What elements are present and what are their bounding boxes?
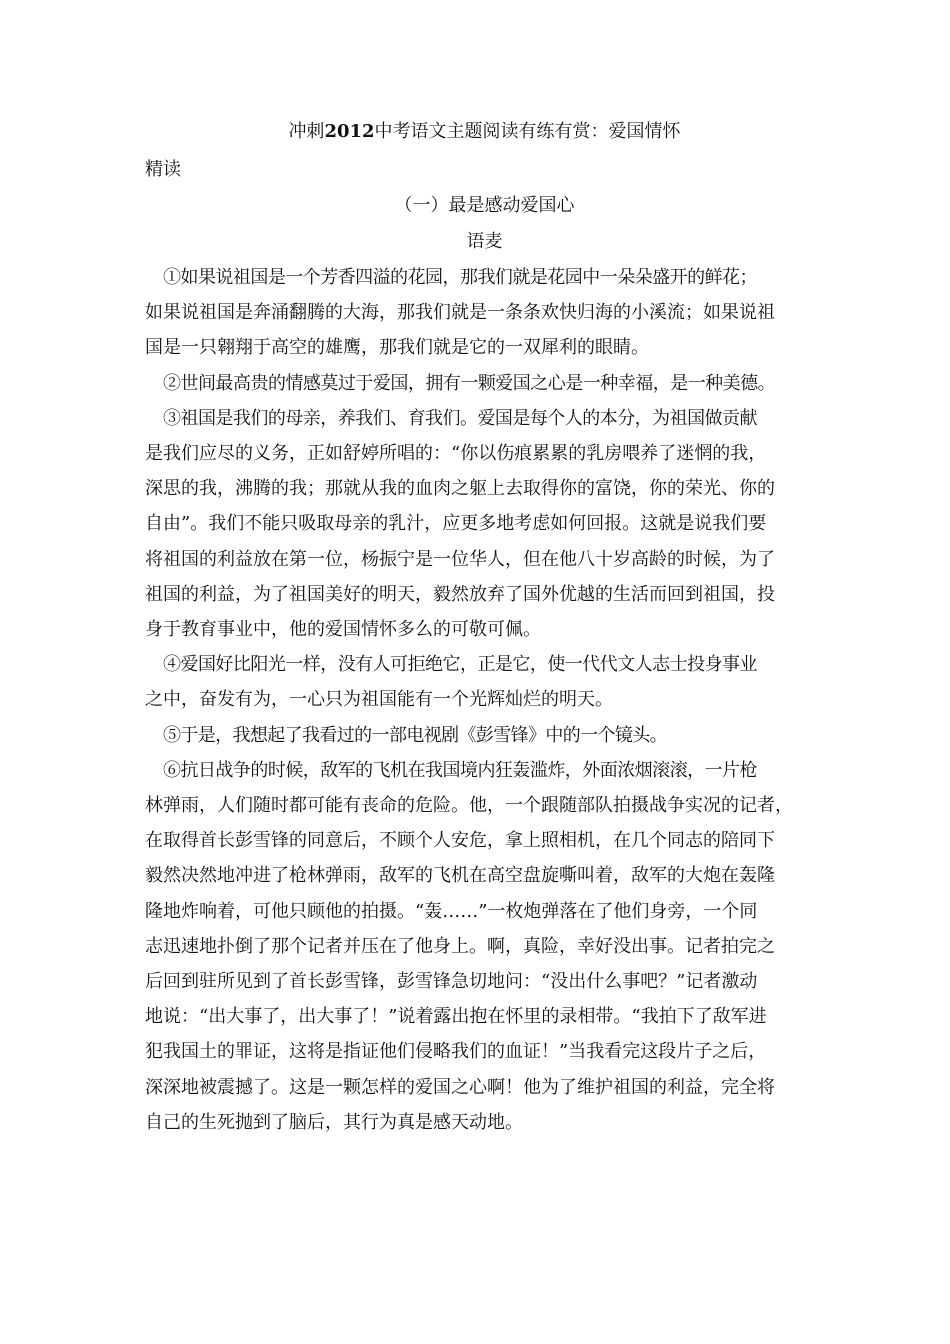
paragraph-line: 后回到驻所见到了首长彭雪锋，彭雪锋急切地问：“没出什么事吧？”记者激动 (145, 971, 758, 993)
paragraph-line: ②世间最高贵的情感莫过于爱国，拥有一颗爱国之心是一种幸福，是一种美德。 (163, 372, 776, 394)
paragraph-line: 地说：“出大事了，出大事了！”说着露出抱在怀里的录相带。“我拍下了敌军进 (145, 1006, 767, 1028)
paragraph-line: 祖国的利益，为了祖国美好的明天，毅然放弃了国外优越的生活而回到祖国，投 (145, 583, 775, 605)
section-label: 精读 (145, 159, 181, 180)
paragraph-line: 国是一只翱翔于高空的雄鹰，那我们就是它的一双犀利的眼睛。 (145, 337, 649, 359)
article-body (145, 260, 808, 1140)
paragraph (145, 401, 808, 647)
paragraph-line: 犯我国土的罪证，这将是指证他们侵略我们的血证！”当我看完这段片子之后， (145, 1041, 767, 1063)
paragraph-line: 身于教育事业中，他的爱国情怀多么的可敬可佩。 (145, 619, 541, 641)
paragraph-line: 之中，奋发有为，一心只为祖国能有一个光辉灿烂的明天。 (145, 689, 613, 711)
paragraph-line: ③祖国是我们的母亲，养我们、育我们。爱国是每个人的本分，为祖国做贡献 (163, 407, 757, 429)
title-prefix: 冲刺 (288, 121, 325, 142)
paragraph-line: 自由”。我们不能只吸取母亲的乳汁，应更多地考虑如何回报。这就是说我们要 (145, 513, 767, 535)
title-suffix: 中考语文主题阅读有练有赏：爱国情怀 (374, 121, 681, 142)
paragraph-line: 深深地被震撼了。这是一颗怎样的爱国之心啊！他为了维护祖国的利益，完全将 (145, 1076, 775, 1098)
paragraph-line: 毅然决然地冲进了枪林弹雨，敌军的飞机在高空盘旋嘶叫着，敌军的大炮在轰隆 (145, 865, 775, 887)
paragraph-line: ④爱国好比阳光一样，没有人可拒绝它，正是它，使一代代文人志士投身事业 (163, 654, 757, 676)
paragraph-line: 如果说祖国是奔涌翻腾的大海，那我们就是一条条欢快归海的小溪流；如果说祖 (145, 302, 775, 324)
paragraph (145, 753, 808, 1140)
paragraph-line: 志迅速地扑倒了那个记者并压在了他身上。啊，真险，幸好没出事。记者拍完之 (145, 935, 775, 957)
paragraph-line: 自己的生死抛到了脑后，其行为真是感天动地。 (145, 1111, 523, 1133)
paragraph-line: 深思的我，沸腾的我；那就从我的血肉之躯上去取得你的富饶，你的荣光、你的 (145, 478, 775, 500)
paragraph (145, 647, 808, 717)
paragraph-line: ⑤于是，我想起了我看过的一部电视剧《彭雪锋》中的一个镜头。 (163, 724, 668, 746)
paragraph-line: 将祖国的利益放在第一位，杨振宁是一位华人，但在他八十岁高龄的时候，为了 (145, 548, 775, 570)
paragraph-line: ⑥抗日战争的时候，敌军的飞机在我国境内狂轰滥炸，外面浓烟滚滚，一片枪 (163, 759, 757, 781)
article-author: 语麦 (466, 231, 503, 252)
paragraph-line: ①如果说祖国是一个芳香四溢的花园，那我们就是花园中一朵朵盛开的鲜花； (163, 267, 757, 288)
document-page (145, 112, 808, 1140)
paragraph-line: 在取得首长彭雪锋的同意后，不顾个人安危，拿上照相机，在几个同志的陪同下 (145, 830, 775, 852)
paragraph-line: 是我们应尽的义务，正如舒婷所唱的：“你以伤痕累累的乳房喂养了迷惘的我， (145, 443, 767, 465)
paragraph-line: 隆地炸响着，可他只顾他的拍摄。“轰……”一枚炮弹落在了他们身旁，一个同 (145, 900, 758, 922)
document-title (161, 112, 808, 152)
article-subtitle: （一）最是感动爱国心 (394, 195, 575, 216)
title-year: 2012 (324, 121, 375, 142)
paragraph (145, 260, 808, 366)
paragraph (145, 366, 808, 401)
paragraph-line: 林弹雨，人们随时都可能有丧命的危险。他，一个跟随部队拍摄战争实况的记者， (145, 795, 793, 817)
paragraph (145, 718, 808, 753)
